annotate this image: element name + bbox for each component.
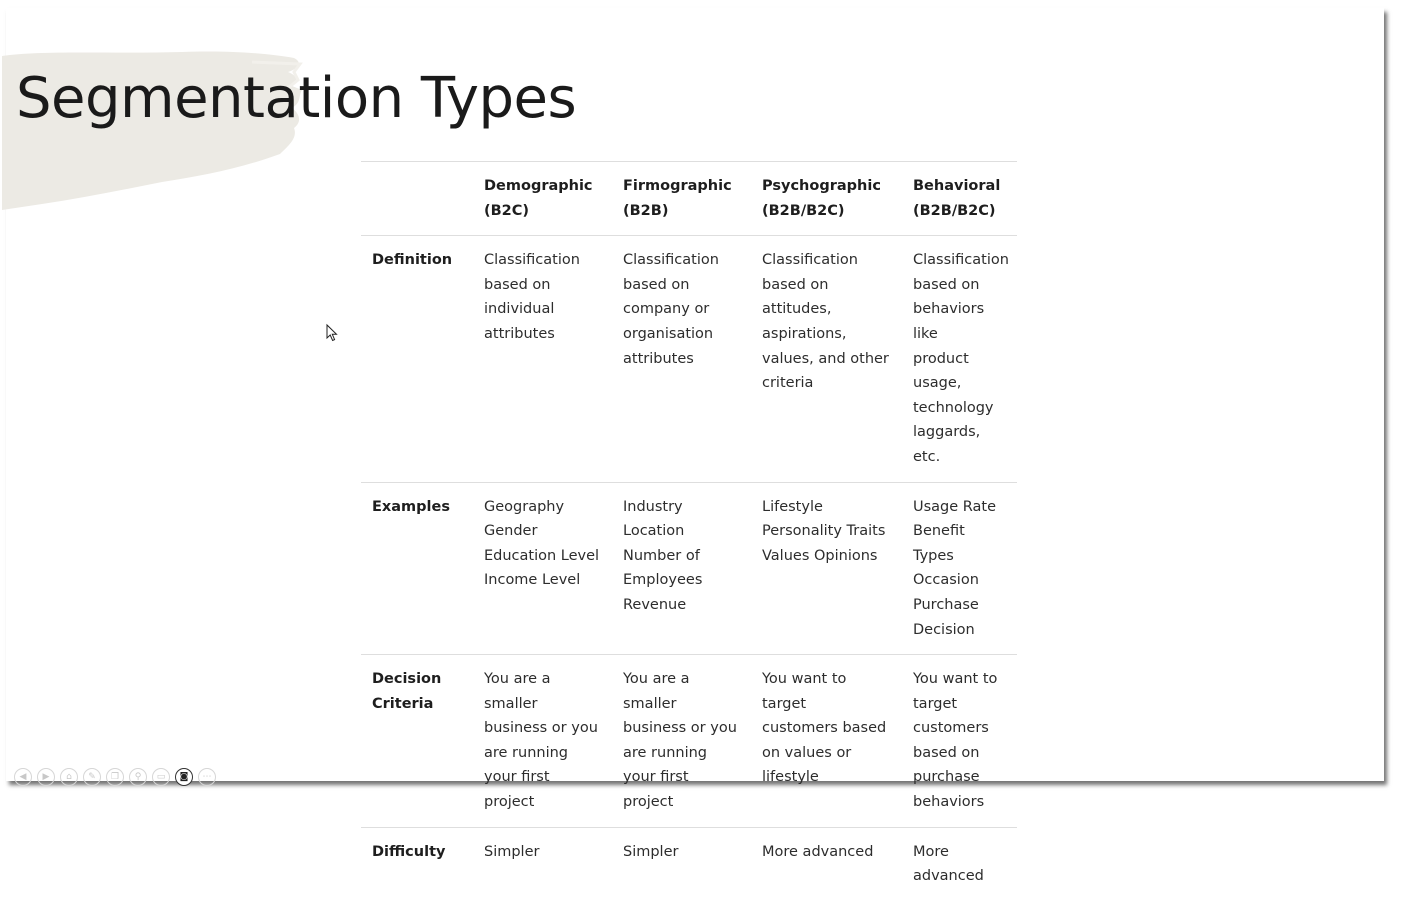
pen-icon: ✎ xyxy=(88,771,96,782)
pen-tool-button[interactable] xyxy=(83,768,101,786)
slides-overview-button[interactable] xyxy=(106,768,124,786)
arrow-right-icon: ▶ xyxy=(42,771,50,782)
table-cell: Geography Gender Education Level Income Level xyxy=(473,482,612,655)
home-button[interactable] xyxy=(60,768,78,786)
header-cell-psychographic: Psychographic (B2B/B2C) xyxy=(751,162,902,236)
presentation-toolbar xyxy=(14,768,216,786)
header-cell-firmographic: Firmographic (B2B) xyxy=(612,162,751,236)
magnifier-icon: ⚲ xyxy=(134,771,142,782)
table-row xyxy=(361,655,1017,828)
subtitles-button[interactable] xyxy=(152,768,170,786)
header-cell-demographic: Demographic (B2C) xyxy=(473,162,612,236)
slides-icon: ❐ xyxy=(110,771,120,782)
row-label: Difficulty xyxy=(361,827,473,901)
table-row xyxy=(361,236,1017,482)
zoom-button[interactable] xyxy=(129,768,147,786)
table-cell: You want to target customers based on values or lifestyle xyxy=(751,655,902,828)
table-cell: You want to target customers based on purchase behaviors xyxy=(902,655,1017,828)
table-cell: Classification based on individual attributes xyxy=(473,236,612,482)
video-camera-icon: ◙ xyxy=(179,771,189,782)
table-row xyxy=(361,827,1017,901)
table-body xyxy=(361,236,1017,901)
camera-button[interactable] xyxy=(175,768,193,786)
arrow-left-icon: ◀ xyxy=(19,771,27,782)
row-label: Examples xyxy=(361,482,473,655)
header-row xyxy=(361,162,1017,236)
mouse-cursor-icon xyxy=(326,324,340,342)
table-cell: You are a smaller business or you are running your first project xyxy=(473,655,612,828)
slide xyxy=(6,8,1384,885)
header-cell-empty xyxy=(361,162,473,236)
next-slide-button[interactable] xyxy=(37,768,55,786)
table-cell: Industry Location Number of Employees Revenue xyxy=(612,482,751,655)
table-cell: Lifestyle Personality Traits Values Opinions xyxy=(751,482,902,655)
table-cell: More advanced xyxy=(751,827,902,901)
table-cell: You are a smaller business or you are running your first project xyxy=(612,655,751,828)
table-header xyxy=(361,162,1017,236)
header-cell-behavioral: Behavioral (B2B/B2C) xyxy=(902,162,1017,236)
table-cell: Simpler xyxy=(612,827,751,901)
home-icon: ⌂ xyxy=(66,771,72,782)
table-cell: Usage Rate Benefit Types Occasion Purchase Decision xyxy=(902,482,1017,655)
table-cell: Classification based on attitudes, aspirations, values, and other criteria xyxy=(751,236,902,482)
more-icon: ⋯ xyxy=(202,771,212,782)
table-cell: More advanced xyxy=(902,827,1017,901)
previous-slide-button[interactable] xyxy=(14,768,32,786)
row-label: Decision Criteria xyxy=(361,655,473,828)
screen-icon: ▭ xyxy=(156,771,166,782)
table-row xyxy=(361,482,1017,655)
table-cell: Classification based on company or organisation attributes xyxy=(612,236,751,482)
table-cell: Simpler xyxy=(473,827,612,901)
segmentation-table xyxy=(361,161,1017,901)
more-options-button[interactable] xyxy=(198,768,216,786)
table-cell: Classification based on behaviors like product usage, technology laggards, etc. xyxy=(902,236,1017,482)
slide-title: Segmentation Types xyxy=(16,66,577,131)
row-label: Definition xyxy=(361,236,473,482)
